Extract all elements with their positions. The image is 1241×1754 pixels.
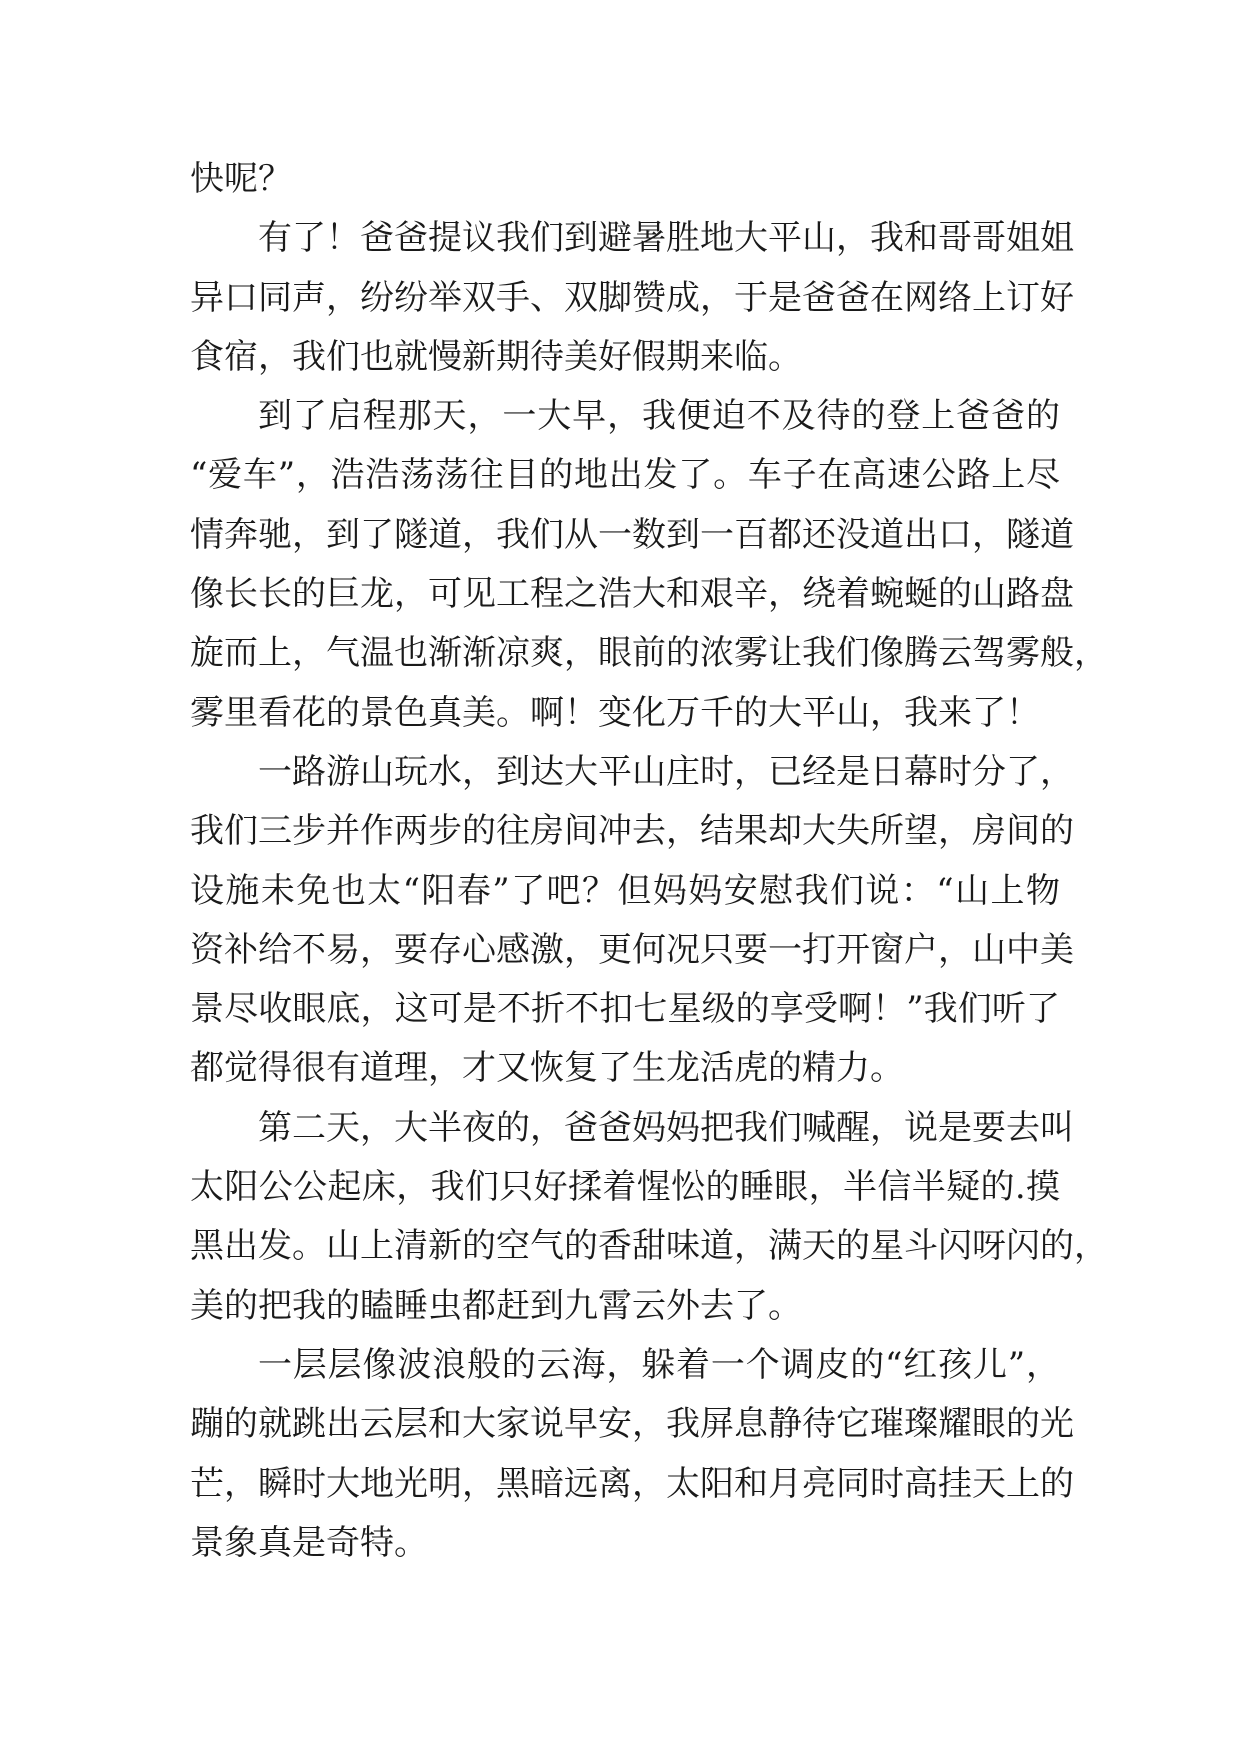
text-line: 雾里看花的景色真美。啊！变化万千的大平山，我来了！ — [190, 692, 1040, 733]
paragraph-first-line: 到了启程那天，一大早，我便迫不及待的登上爸爸的 — [258, 396, 1060, 437]
paragraph-first-line: 有了！爸爸提议我们到避暑胜地大平山，我和哥哥姐姐 — [258, 218, 1074, 259]
text-line: 旋而上，气温也渐渐凉爽，眼前的浓雾让我们像腾云驾雾般， — [190, 633, 1108, 674]
text-line: 像长长的巨龙，可见工程之浩大和艰辛，绕着蜿蜒的山路盘 — [190, 574, 1074, 615]
text-line: 蹦的就跳出云层和大家说早安，我屏息静待它璀璨耀眼的光 — [190, 1404, 1074, 1445]
paragraph-first-line: 一层层像波浪般的云海，躲着一个调皮的“红孩儿”， — [258, 1344, 1060, 1385]
text-line: 快呢？ — [190, 159, 292, 199]
text-line: 异口同声，纷纷举双手、双脚赞成，于是爸爸在网络上订好 — [190, 277, 1074, 318]
text-line: 景象真是奇特。 — [190, 1522, 428, 1563]
text-line: 食宿，我们也就慢新期待美好假期来临。 — [190, 336, 802, 377]
paragraph-first-line: 第二天，大半夜的，爸爸妈妈把我们喊醒，说是要去叫 — [258, 1107, 1074, 1148]
text-line: “爱车”，浩浩荡荡往目的地出发了。车子在高速公路上尽 — [190, 455, 1060, 496]
paragraph-first-line: 一路游山玩水，到达大平山庄时，已经是日幕时分了， — [258, 751, 1074, 792]
text-line: 资补给不易，要存心感激，更何况只要一打开窗户，山中美 — [190, 929, 1074, 970]
body-text — [190, 150, 1108, 1573]
text-line: 都觉得很有道理，才又恢复了生龙活虎的精力。 — [190, 1048, 904, 1089]
text-line: 景尽收眼底，这可是不折不扣七星级的享受啊！”我们听了 — [190, 989, 1060, 1030]
text-line: 美的把我的瞌睡虫都赶到九霄云外去了。 — [190, 1285, 802, 1326]
text-line: 情奔驰，到了隧道，我们从一数到一百都还没道出口，隧道 — [190, 514, 1074, 555]
text-line: 我们三步并作两步的往房间冲去，结果却大失所望，房间的 — [190, 811, 1074, 852]
text-line: 芒，瞬时大地光明，黑暗远离，太阳和月亮同时高挂天上的 — [190, 1463, 1074, 1504]
text-line: 黑出发。山上清新的空气的香甜味道，满天的星斗闪呀闪的， — [190, 1226, 1108, 1267]
text-line: 太阳公公起床，我们只好揉着惺忪的睡眼，半信半疑的.摸 — [190, 1167, 1060, 1208]
text-line: 设施未免也太“阳春”了吧？但妈妈安慰我们说：“山上物 — [190, 870, 1060, 911]
